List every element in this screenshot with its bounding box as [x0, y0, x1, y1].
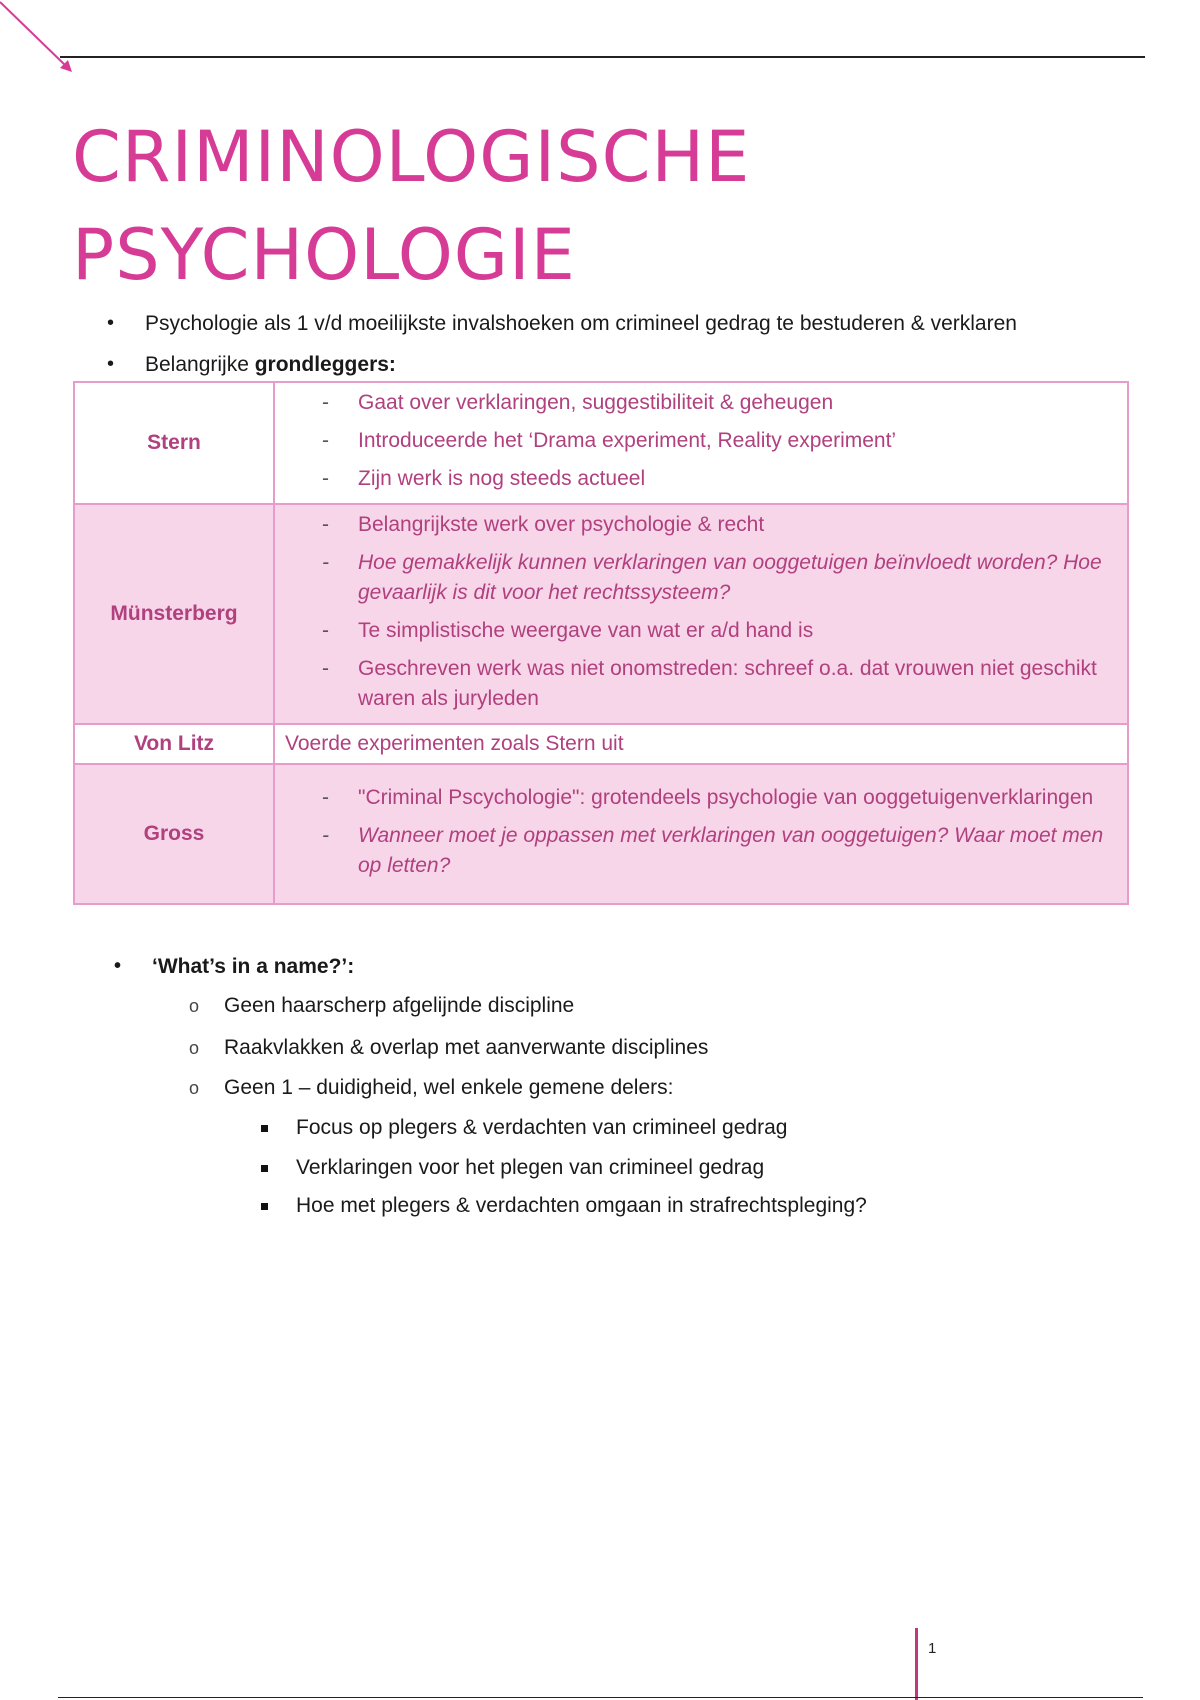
list-item: - Te simplistische weergave van wat er a/d hand is [276, 616, 1106, 646]
founder-name: Von Litz [74, 724, 274, 764]
page-title [72, 108, 750, 304]
list-item: o Geen 1 – duidigheid, wel enkele gemene delers: [189, 1076, 674, 1099]
square-bullet-icon [261, 1125, 268, 1132]
bullet-icon: • [107, 312, 115, 334]
table-row [74, 504, 1128, 724]
list-item: - Geschreven werk was niet onomstreden: schreef o.a. dat vrouwen niet geschikt waren als juryleden [276, 654, 1106, 714]
page-number: 1 [928, 1640, 937, 1657]
header-rule [60, 56, 1145, 58]
circle-bullet-icon: o [189, 996, 200, 1016]
table-row [74, 724, 1128, 764]
intro-bullet-1: • Psychologie als 1 v/d moeilijkste invalshoeken om crimineel gedrag te bestuderen & verklaren [107, 312, 1017, 335]
page-number-bar [915, 1628, 918, 1700]
table-row [74, 382, 1128, 504]
list-item: Hoe met plegers & verdachten omgaan in strafrechtspleging? [296, 1194, 867, 1218]
title-line-1: CRIMINOLOGISCHE [72, 116, 751, 198]
title-line-2: PSYCHOLOGIE [72, 214, 576, 296]
founder-details: Voerde experimenten zoals Stern uit [274, 724, 1128, 764]
bullet-icon: • [107, 353, 115, 375]
founder-name: Münsterberg [74, 504, 274, 724]
founder-details [274, 764, 1128, 904]
list-item: - Wanneer moet je oppassen met verklaringen van ooggetuigen? Waar moet men op letten? [276, 821, 1106, 881]
list-item: o Geen haarscherp afgelijnde discipline [189, 994, 575, 1017]
founder-details [274, 382, 1128, 504]
founder-name: Stern [74, 382, 274, 504]
whats-in-a-name-heading: • ‘What’s in a name?’: [114, 955, 355, 978]
list-item: - Gaat over verklaringen, suggestibiliteit & geheugen [276, 388, 1106, 418]
list-item: - Belangrijkste werk over psychologie & recht [276, 510, 1106, 540]
list-item: - Zijn werk is nog steeds actueel [276, 464, 1106, 494]
list-item: o Raakvlakken & overlap met aanverwante disciplines [189, 1036, 709, 1059]
founders-table [73, 381, 1129, 905]
founder-name: Gross [74, 764, 274, 904]
founder-details [274, 504, 1128, 724]
list-item: - Introduceerde het ‘Drama experiment, Reality experiment’ [276, 426, 1106, 456]
list-item: Focus op plegers & verdachten van crimineel gedrag [296, 1116, 787, 1140]
list-item: Verklaringen voor het plegen van crimineel gedrag [296, 1156, 764, 1180]
table-row [74, 764, 1128, 904]
circle-bullet-icon: o [189, 1078, 200, 1098]
circle-bullet-icon: o [189, 1038, 200, 1058]
corner-arrow-icon [0, 0, 90, 80]
square-bullet-icon [261, 1165, 268, 1172]
footer-rule [58, 1697, 1143, 1698]
intro-bullet-2: • Belangrijke grondleggers: [107, 353, 396, 376]
list-item: - Hoe gemakkelijk kunnen verklaringen van ooggetuigen beïnvloedt worden? Hoe gevaarlijk is dit voor het rechtssysteem? [276, 548, 1106, 608]
bullet-icon: • [114, 955, 122, 977]
list-item: - "Criminal Pscychologie": grotendeels psychologie van ooggetuigenverklaringen [276, 783, 1106, 813]
square-bullet-icon [261, 1203, 268, 1210]
